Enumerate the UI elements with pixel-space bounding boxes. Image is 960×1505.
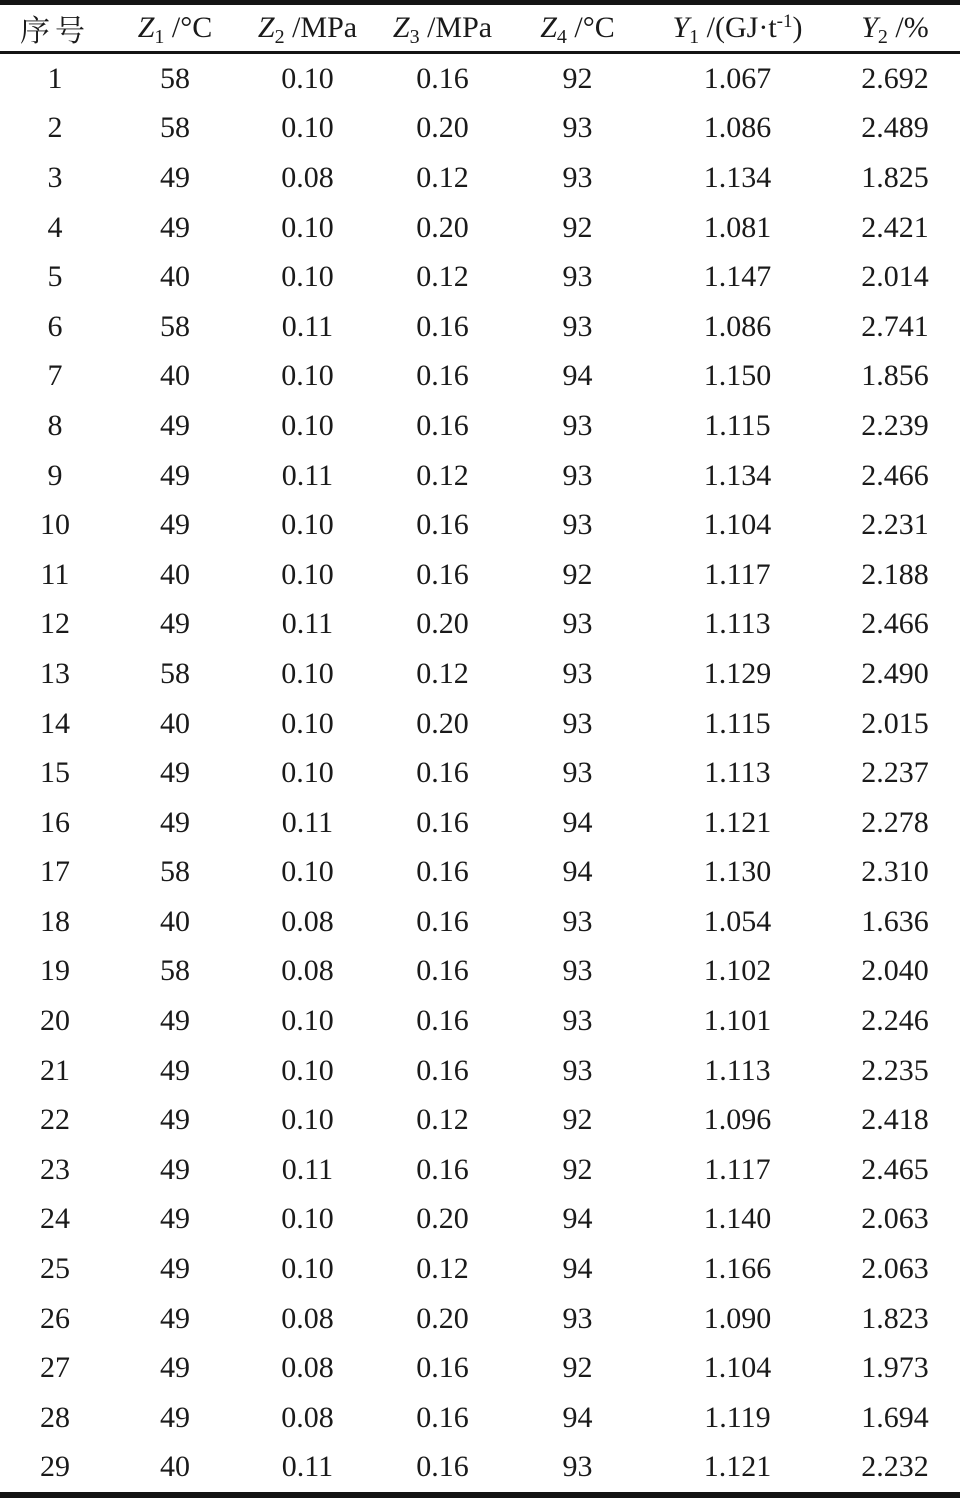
table-row bbox=[0, 1046, 960, 1096]
table-row bbox=[0, 798, 960, 848]
table-cell: 0.08 bbox=[281, 1400, 334, 1434]
table-cell: 0.12 bbox=[416, 656, 469, 690]
table-cell: 21 bbox=[40, 1053, 70, 1087]
table-cell: 0.10 bbox=[281, 1252, 334, 1286]
table-row bbox=[0, 352, 960, 402]
table-cell: 28 bbox=[40, 1400, 70, 1434]
table-row bbox=[0, 1343, 960, 1393]
table-cell: 1.823 bbox=[861, 1301, 929, 1335]
table-row bbox=[0, 1095, 960, 1145]
table-cell: 0.12 bbox=[416, 458, 469, 492]
table-cell: 94 bbox=[562, 855, 593, 889]
table-cell: 1.130 bbox=[703, 855, 772, 889]
table-cell: 19 bbox=[40, 954, 70, 988]
table-cell: 94 bbox=[562, 805, 593, 839]
table-cell: 49 bbox=[160, 458, 190, 492]
table-cell: 0.16 bbox=[416, 408, 469, 442]
table-cell: 1.096 bbox=[703, 1103, 772, 1137]
table-cell: 1.825 bbox=[861, 160, 929, 194]
table-cell: 49 bbox=[160, 1152, 190, 1186]
table-cell: 2.246 bbox=[861, 1004, 929, 1038]
table-cell: 1.115 bbox=[704, 706, 771, 740]
table-cell: 93 bbox=[562, 904, 593, 938]
table-cell: 93 bbox=[562, 1450, 593, 1484]
table-cell: 93 bbox=[562, 111, 593, 145]
table-cell: 0.10 bbox=[281, 508, 334, 542]
table-row bbox=[0, 252, 960, 302]
table-cell: 93 bbox=[562, 1004, 593, 1038]
table-cell: 0.16 bbox=[416, 954, 469, 988]
table-cell: 49 bbox=[160, 756, 190, 790]
table-cell: 13 bbox=[40, 656, 70, 690]
table-cell: 4 bbox=[47, 210, 63, 244]
table-cell: 1.090 bbox=[703, 1301, 772, 1335]
table-cell: 0.10 bbox=[281, 210, 334, 244]
table-body bbox=[0, 53, 960, 1496]
table-cell: 0.10 bbox=[281, 61, 334, 95]
table-cell: 0.10 bbox=[281, 1103, 334, 1137]
table-row bbox=[0, 500, 960, 550]
table-cell: 1.081 bbox=[703, 210, 772, 244]
table-cell: 15 bbox=[40, 756, 70, 790]
table-cell: 2.466 bbox=[861, 607, 929, 641]
table-cell: 1.856 bbox=[861, 359, 929, 393]
table-cell: 2.235 bbox=[861, 1053, 929, 1087]
table-cell: 92 bbox=[562, 1152, 593, 1186]
table-cell: 1.147 bbox=[703, 260, 772, 294]
table-cell: 1.134 bbox=[703, 458, 772, 492]
table-row bbox=[0, 550, 960, 600]
table-cell: 2.239 bbox=[861, 408, 929, 442]
table-cell: 0.10 bbox=[281, 408, 334, 442]
table-row bbox=[0, 1145, 960, 1195]
table-cell: 1.101 bbox=[703, 1004, 772, 1038]
header-y1: $Y_1$ $/(GJ\cdot t^{-1})$ bbox=[672, 11, 803, 48]
table-cell: 0.08 bbox=[281, 160, 334, 194]
table-row bbox=[0, 1195, 960, 1245]
table-cell: 6 bbox=[47, 309, 63, 343]
table-cell: 0.10 bbox=[281, 260, 334, 294]
table-cell: 40 bbox=[160, 706, 190, 740]
table-cell: 49 bbox=[160, 1202, 190, 1236]
table-cell: 16 bbox=[40, 805, 70, 839]
table-cell: 40 bbox=[160, 557, 190, 591]
table-cell: 0.16 bbox=[416, 1152, 469, 1186]
table-cell: 23 bbox=[40, 1152, 70, 1186]
table-cell: 0.11 bbox=[281, 458, 334, 492]
table-cell: 94 bbox=[562, 1202, 593, 1236]
table-row bbox=[0, 848, 960, 898]
table-cell: 9 bbox=[47, 458, 63, 492]
table-cell: 94 bbox=[562, 1400, 593, 1434]
table-cell: 0.10 bbox=[281, 706, 334, 740]
table-cell: 8 bbox=[47, 408, 63, 442]
table-cell: 2.421 bbox=[861, 210, 929, 244]
table-cell: 0.16 bbox=[416, 359, 469, 393]
table-cell: 49 bbox=[160, 805, 190, 839]
table-cell: 1.121 bbox=[703, 1450, 772, 1484]
table-cell: 58 bbox=[160, 855, 190, 889]
table-cell: 2.741 bbox=[861, 309, 929, 343]
table-cell: 1.973 bbox=[861, 1351, 929, 1385]
table-cell: 0.16 bbox=[416, 1450, 469, 1484]
table-cell: 26 bbox=[40, 1301, 70, 1335]
table-cell: 0.20 bbox=[416, 706, 469, 740]
table-cell: 1.102 bbox=[703, 954, 772, 988]
table-cell: 1.086 bbox=[703, 111, 772, 145]
table-cell: 18 bbox=[40, 904, 70, 938]
table-row bbox=[0, 897, 960, 947]
table-cell: 0.16 bbox=[416, 1400, 469, 1434]
table-row bbox=[0, 401, 960, 451]
table-cell: 40 bbox=[160, 904, 190, 938]
table-cell: 1.115 bbox=[704, 408, 771, 442]
table-row bbox=[0, 153, 960, 203]
table-cell: 1.054 bbox=[703, 904, 772, 938]
table-cell: 0.11 bbox=[281, 309, 334, 343]
table-cell: 1.117 bbox=[704, 1152, 771, 1186]
table-cell: 0.12 bbox=[416, 160, 469, 194]
table-cell: 2.310 bbox=[861, 855, 929, 889]
table-cell: 0.16 bbox=[416, 309, 469, 343]
table-cell: 1.166 bbox=[703, 1252, 772, 1286]
table-cell: 2 bbox=[47, 111, 63, 145]
table-cell: 58 bbox=[160, 61, 190, 95]
table-row bbox=[0, 302, 960, 352]
table-cell: 1.086 bbox=[703, 309, 772, 343]
table-cell: 49 bbox=[160, 1103, 190, 1137]
table-cell: 1.119 bbox=[704, 1400, 771, 1434]
table-cell: 49 bbox=[160, 1053, 190, 1087]
table-row bbox=[0, 947, 960, 997]
table-cell: 1.150 bbox=[703, 359, 772, 393]
header-z2: $Z_2$ /MPa bbox=[257, 11, 358, 48]
table-cell: 2.237 bbox=[861, 756, 929, 790]
table-row bbox=[0, 203, 960, 253]
table-cell: 94 bbox=[562, 1252, 593, 1286]
table-cell: 24 bbox=[40, 1202, 70, 1236]
table-cell: 2.465 bbox=[861, 1152, 929, 1186]
table-cell: 93 bbox=[562, 656, 593, 690]
table-cell: 49 bbox=[160, 607, 190, 641]
table-row bbox=[0, 104, 960, 154]
table-cell: 58 bbox=[160, 111, 190, 145]
header-row bbox=[0, 3, 960, 53]
table-cell: 1.113 bbox=[704, 756, 771, 790]
table-cell: 20 bbox=[40, 1004, 70, 1038]
table-cell: 0.16 bbox=[416, 1351, 469, 1385]
table-cell: 7 bbox=[47, 359, 63, 393]
table-cell: 94 bbox=[562, 359, 593, 393]
table-cell: 58 bbox=[160, 954, 190, 988]
table-row bbox=[0, 1393, 960, 1443]
table-row bbox=[0, 1294, 960, 1344]
table-cell: 0.16 bbox=[416, 1053, 469, 1087]
table-cell: 40 bbox=[160, 359, 190, 393]
table-cell: 0.20 bbox=[416, 1202, 469, 1236]
table-cell: 22 bbox=[40, 1103, 70, 1137]
table-cell: 1.129 bbox=[703, 656, 772, 690]
table-cell: 2.231 bbox=[861, 508, 929, 542]
table-cell: 0.10 bbox=[281, 111, 334, 145]
header-z4: $Z_4$ /°C bbox=[540, 11, 615, 48]
table-cell: 0.10 bbox=[281, 1004, 334, 1038]
table-cell: 0.08 bbox=[281, 1301, 334, 1335]
table-cell: 2.063 bbox=[861, 1202, 929, 1236]
table-header bbox=[0, 3, 960, 53]
table-cell: 2.490 bbox=[861, 656, 929, 690]
table-cell: 0.20 bbox=[416, 607, 469, 641]
table-cell: 0.10 bbox=[281, 656, 334, 690]
table-cell: 0.10 bbox=[281, 1053, 334, 1087]
table-row bbox=[0, 996, 960, 1046]
table-cell: 0.08 bbox=[281, 1351, 334, 1385]
table-cell: 93 bbox=[562, 706, 593, 740]
table-cell: 49 bbox=[160, 1351, 190, 1385]
table-cell: 11 bbox=[40, 557, 70, 591]
table-cell: 49 bbox=[160, 1301, 190, 1335]
table-cell: 92 bbox=[562, 1103, 593, 1137]
table-cell: 17 bbox=[40, 855, 70, 889]
table-cell: 0.16 bbox=[416, 61, 469, 95]
table-cell: 12 bbox=[40, 607, 70, 641]
table-cell: 0.20 bbox=[416, 111, 469, 145]
header-serial-number bbox=[0, 3, 110, 53]
table-cell: 1.104 bbox=[703, 508, 772, 542]
table-cell: 93 bbox=[562, 160, 593, 194]
table-cell: 1.140 bbox=[703, 1202, 772, 1236]
table-cell: 93 bbox=[562, 1301, 593, 1335]
table-cell: 2.014 bbox=[861, 260, 929, 294]
table-cell: 93 bbox=[562, 508, 593, 542]
table-cell: 92 bbox=[562, 210, 593, 244]
table-cell: 93 bbox=[562, 260, 593, 294]
table-cell: 1.121 bbox=[703, 805, 772, 839]
table-cell: 1.104 bbox=[703, 1351, 772, 1385]
table-cell: 0.10 bbox=[281, 557, 334, 591]
table-cell: 93 bbox=[562, 1053, 593, 1087]
table-row bbox=[0, 451, 960, 501]
table-cell: 0.11 bbox=[281, 1450, 334, 1484]
table-cell: 2.489 bbox=[861, 111, 929, 145]
header-y2: $Y_2$ /% bbox=[861, 11, 929, 48]
table-cell: 49 bbox=[160, 1400, 190, 1434]
table-cell: 2.278 bbox=[861, 805, 929, 839]
table-cell: 5 bbox=[47, 260, 63, 294]
table-cell: 49 bbox=[160, 1252, 190, 1286]
table-cell: 1.113 bbox=[704, 607, 771, 641]
table-cell: 0.16 bbox=[416, 805, 469, 839]
table-cell: 29 bbox=[40, 1450, 70, 1484]
table-cell: 1 bbox=[47, 61, 63, 95]
table-cell: 0.20 bbox=[416, 1301, 469, 1335]
table-cell: 0.08 bbox=[281, 904, 334, 938]
table-row bbox=[0, 649, 960, 699]
table-cell: 49 bbox=[160, 508, 190, 542]
table-cell: 49 bbox=[160, 1004, 190, 1038]
table-cell: 0.12 bbox=[416, 260, 469, 294]
table-cell: 3 bbox=[47, 160, 63, 194]
table-cell: 10 bbox=[40, 508, 70, 542]
table-cell: 0.16 bbox=[416, 557, 469, 591]
table-cell: 0.10 bbox=[281, 855, 334, 889]
table-cell: 49 bbox=[160, 408, 190, 442]
table-row bbox=[0, 748, 960, 798]
header-z3: $Z_3$ /MPa bbox=[392, 11, 493, 48]
table-cell: 2.692 bbox=[861, 61, 929, 95]
table-cell: 92 bbox=[562, 557, 593, 591]
table-cell: 92 bbox=[562, 61, 593, 95]
table-cell: 14 bbox=[40, 706, 70, 740]
table-row bbox=[0, 1244, 960, 1294]
table-cell: 93 bbox=[562, 458, 593, 492]
table-cell: 0.20 bbox=[416, 210, 469, 244]
table-cell: 0.12 bbox=[416, 1252, 469, 1286]
table-cell: 1.134 bbox=[703, 160, 772, 194]
header-z1: $Z_1$ /°C bbox=[137, 11, 213, 48]
table-cell: 93 bbox=[562, 408, 593, 442]
table-cell: 1.113 bbox=[704, 1053, 771, 1087]
table-cell: 2.232 bbox=[861, 1450, 929, 1484]
table-cell: 93 bbox=[562, 756, 593, 790]
table-cell: 27 bbox=[40, 1351, 70, 1385]
table-cell: 1.694 bbox=[861, 1400, 929, 1434]
header-serial-label: 序号 bbox=[20, 15, 90, 48]
table-cell: 2.418 bbox=[861, 1103, 929, 1137]
table-cell: 58 bbox=[160, 309, 190, 343]
table-cell: 40 bbox=[160, 260, 190, 294]
table-cell: 0.16 bbox=[416, 904, 469, 938]
table-cell: 93 bbox=[562, 954, 593, 988]
table-row bbox=[0, 600, 960, 650]
table-cell: 2.015 bbox=[861, 706, 929, 740]
table-cell: 25 bbox=[40, 1252, 70, 1286]
table-cell: 2.188 bbox=[861, 557, 929, 591]
table-cell: 2.040 bbox=[861, 954, 929, 988]
table-cell: 0.16 bbox=[416, 1004, 469, 1038]
table-cell: 0.16 bbox=[416, 855, 469, 889]
table-cell: 93 bbox=[562, 607, 593, 641]
table-cell: 0.08 bbox=[281, 954, 334, 988]
table-row bbox=[0, 53, 960, 104]
table-cell: 0.10 bbox=[281, 359, 334, 393]
table-cell: 2.063 bbox=[861, 1252, 929, 1286]
table-cell: 2.466 bbox=[861, 458, 929, 492]
table-cell: 1.117 bbox=[704, 557, 771, 591]
table-cell: 0.16 bbox=[416, 508, 469, 542]
table-cell: 93 bbox=[562, 309, 593, 343]
table-cell: 92 bbox=[562, 1351, 593, 1385]
table-cell: 0.12 bbox=[416, 1103, 469, 1137]
table-cell: 1.067 bbox=[703, 61, 772, 95]
table-cell: 49 bbox=[160, 160, 190, 194]
table-row bbox=[0, 699, 960, 749]
table-cell: 0.11 bbox=[281, 805, 334, 839]
table-cell: 49 bbox=[160, 210, 190, 244]
table-cell: 0.11 bbox=[281, 1152, 334, 1186]
table-row bbox=[0, 1443, 960, 1496]
table-cell: 0.10 bbox=[281, 756, 334, 790]
table-cell: 40 bbox=[160, 1450, 190, 1484]
table-cell: 58 bbox=[160, 656, 190, 690]
table-cell: 1.636 bbox=[861, 904, 929, 938]
table-cell: 0.10 bbox=[281, 1202, 334, 1236]
table-cell: 0.16 bbox=[416, 756, 469, 790]
table-cell: 0.11 bbox=[281, 607, 334, 641]
